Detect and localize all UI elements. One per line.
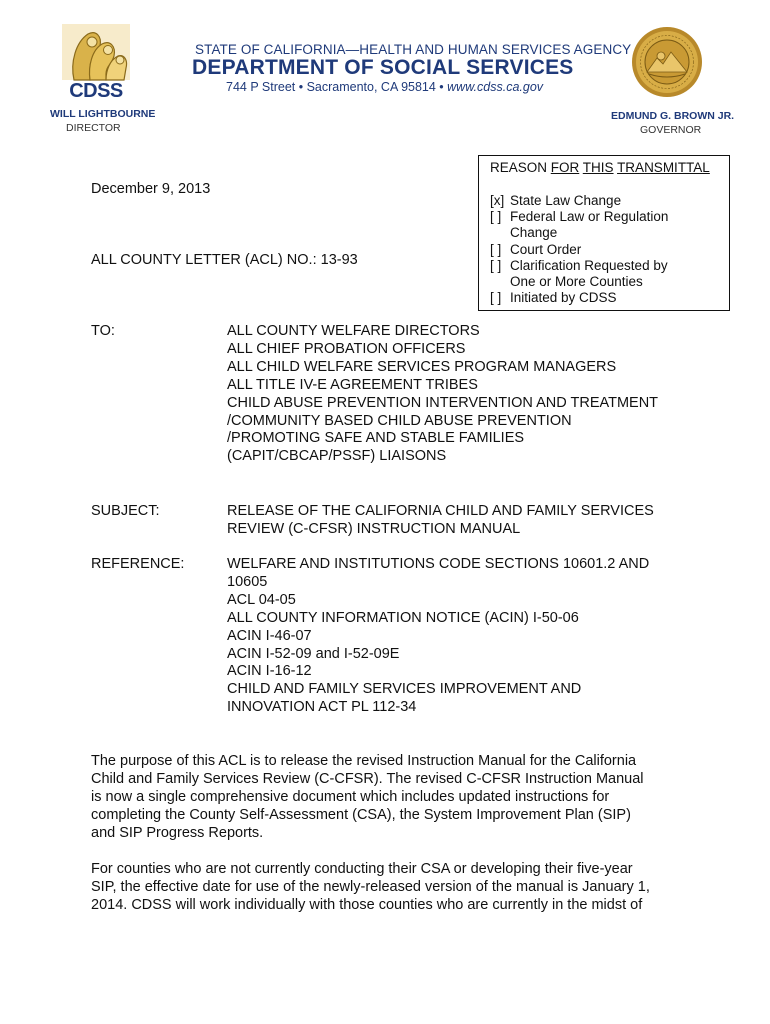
director-name: WILL LIGHTBOURNE [50,108,156,120]
website-link[interactable]: www.cdss.ca.gov [447,80,544,94]
subject-text [227,503,697,539]
department-name: DEPARTMENT OF SOCIAL SERVICES [192,56,574,79]
director-title: DIRECTOR [66,122,121,134]
reference-line: ACIN I-16-12 [227,663,312,680]
governor-name: EDMUND G. BROWN JR. [611,110,735,122]
governor-title: GOVERNOR [640,124,702,136]
transmittal-reason-title: REASON FOR THIS TRANSMITTAL [490,160,710,175]
recipient-line: ALL COUNTY WELFARE DIRECTORS [227,323,480,339]
letter-date: December 9, 2013 [91,181,211,197]
reference-line: ACIN I-52-09 and I-52-09E [227,645,400,662]
subject-label: SUBJECT: [91,503,160,519]
to-label: TO: [91,323,115,339]
reason-checkbox: [ ] [490,257,502,273]
reason-checkbox: [ ] [490,209,502,225]
body-paragraph-2: For counties who are not currently conducting their CSA or developing their five-year SIP, the effective date for use of the newly-released version of the manual is January 1, 2014. CDSS will work individually with those counties who are currently in the midst of [91,861,650,913]
transmittal-reason-list [490,193,726,306]
reference-list [227,556,697,717]
recipient-line: ALL CHILD WELFARE SERVICES PROGRAM MANAGERS [227,358,617,375]
reference-label: REFERENCE: [91,556,185,572]
department-address [226,80,543,94]
reason-item-federal-law: [ ] Federal Law or Regulation Change [490,209,669,241]
reference-line: ACIN I-46-07 [227,627,312,644]
subject-line: RELEASE OF THE CALIFORNIA CHILD AND FAMILY SERVICES [227,503,654,519]
recipient-line: /COMMUNITY BASED CHILD ABUSE PREVENTION [227,412,572,429]
reference-line: ALL COUNTY INFORMATION NOTICE (ACIN) I-50-06 [227,609,579,626]
reference-line: 10605 [227,573,268,590]
reason-checkbox: [ ] [490,290,502,306]
recipient-line: CHILD ABUSE PREVENTION INTERVENTION AND TREATMENT [227,394,659,411]
logo-wordmark: CDSS [69,80,123,102]
reason-item-court-order: [ ] Court Order [490,241,582,257]
recipient-line: ALL TITLE IV-E AGREEMENT TRIBES [227,376,478,393]
body-paragraph-1: The purpose of this ACL is to release the revised Instruction Manual for the California Child and Family Services Review (C-CFSR). The revised C-CFSR Instruction Manual is now a single comprehensive document which includes updated instructions for completing the County Self-Assessment (CSA), the System Improvement Plan (SIP) and SIP Progress Reports. [91,753,644,841]
reason-item-initiated-cdss: [ ] Initiated by CDSS [490,290,617,306]
acl-number: ALL COUNTY LETTER (ACL) NO.: 13-93 [91,252,358,268]
reason-checkbox: [x] [490,193,505,208]
reference-line: ACL 04-05 [227,591,296,608]
reference-line: WELFARE AND INSTITUTIONS CODE SECTIONS 10601.2 AND [227,556,650,572]
subject-line: REVIEW (C-CFSR) INSTRUCTION MANUAL [227,520,521,537]
recipient-line: ALL CHIEF PROBATION OFFICERS [227,340,466,357]
reason-item-state-law: [x] State Law Change [490,193,622,208]
california-state-seal-icon [631,26,703,98]
recipient-line: /PROMOTING SAFE AND STABLE FAMILIES [227,430,525,447]
reference-line: CHILD AND FAMILY SERVICES IMPROVEMENT AND [227,681,582,698]
reference-line: INNOVATION ACT PL 112-34 [227,699,417,716]
agency-name: STATE OF CALIFORNIA—HEALTH AND HUMAN SERVICES AGENCY [195,42,632,57]
recipient-line: (CAPIT/CBCAP/PSSF) LIAISONS [227,448,447,465]
to-recipients [227,323,697,466]
reason-item-clarification: [ ] Clarification Requested by One or More Counties [490,257,668,290]
reason-checkbox: [ ] [490,241,502,257]
street-address: 744 P Street • Sacramento, CA 95814 • [226,80,448,94]
